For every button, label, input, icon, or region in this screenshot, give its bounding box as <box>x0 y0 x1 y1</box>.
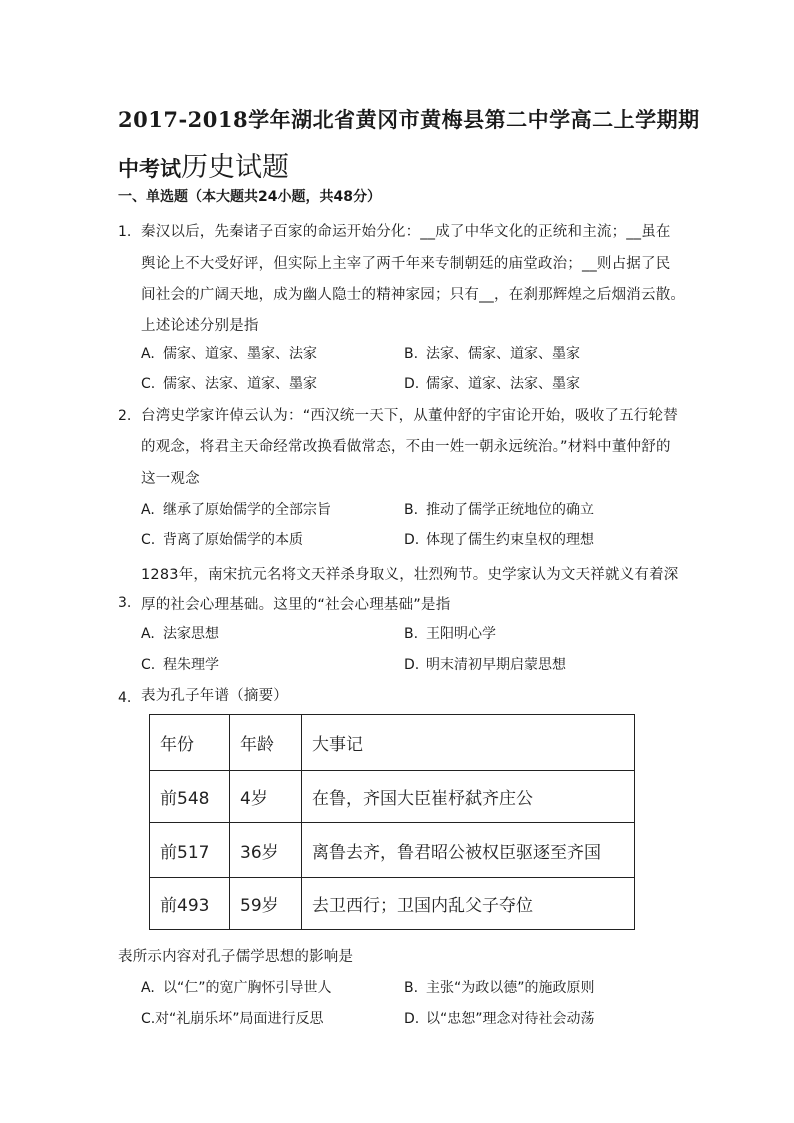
question-number: 3. <box>118 595 132 611</box>
table-cell: 前548 <box>150 771 230 822</box>
option-text: 法家思想 <box>163 626 219 642</box>
option-letter: B. <box>404 980 419 996</box>
question-number: 4. <box>118 690 132 706</box>
option-letter: A. <box>141 980 155 996</box>
option-text: 推动了儒学正统地位的确立 <box>426 502 594 518</box>
question-number: 1. <box>118 224 132 240</box>
option-text: 背离了原始儒学的本质 <box>163 532 303 548</box>
option-b[interactable] <box>404 977 595 997</box>
option-letter: A. <box>141 626 155 642</box>
table-cell: 4岁 <box>230 771 302 822</box>
question-text-line: 厚的社会心理基础。这里的“社会心理基础”是指 <box>141 597 451 613</box>
option-letter: B. <box>404 502 419 518</box>
table-header-cell: 大事记 <box>312 735 363 755</box>
section-heading: 一、单选题（本大题共24小题，共48分） <box>118 189 381 205</box>
confucius-chronology-table <box>149 714 635 930</box>
option-text: 儒家、法家、道家、墨家 <box>163 376 317 392</box>
table-row <box>150 771 634 823</box>
option-b[interactable] <box>404 623 496 643</box>
question-text-line: 这一观念 <box>141 471 200 487</box>
option-a[interactable] <box>141 499 331 519</box>
table-cell: 59岁 <box>230 878 302 929</box>
table-cell: 36岁 <box>230 823 302 877</box>
option-text: 以“忠恕”理念对待社会动荡 <box>426 1011 595 1027</box>
option-letter: B. <box>404 346 419 362</box>
option-d[interactable] <box>404 529 594 549</box>
question-text-line: 的观念，将君主天命经常改换看做常态，不由一姓一朝永远统治。”材料中董仲舒的 <box>141 439 671 455</box>
option-a[interactable] <box>141 343 317 363</box>
table-cell: 前517 <box>150 823 230 877</box>
option-letter: D. <box>404 1011 420 1027</box>
table-row <box>150 823 634 878</box>
option-text: 继承了原始儒学的全部宗旨 <box>163 502 331 518</box>
option-b[interactable] <box>404 343 580 363</box>
option-letter: C. <box>141 532 156 548</box>
option-text: 对“礼崩乐坏”局面进行反思 <box>155 1011 324 1027</box>
question-text-line: 秦汉以后，先秦诸子百家的命运开始分化：__成了中华文化的正统和主流；__虽在 <box>141 224 671 240</box>
question-number: 2. <box>118 408 132 424</box>
option-letter: C. <box>141 1011 156 1027</box>
option-letter: B. <box>404 626 419 642</box>
option-text: 明末清初早期启蒙思想 <box>426 657 566 673</box>
option-text: 王阳明心学 <box>426 626 496 642</box>
option-letter: A. <box>141 502 155 518</box>
option-d[interactable] <box>404 654 566 674</box>
option-letter: D. <box>404 532 420 548</box>
question-text-line: 台湾史学家许倬云认为：“西汉统一天下，从董仲舒的宇宙论开始，吸收了五行轮替 <box>141 408 678 424</box>
option-text: 法家、儒家、道家、墨家 <box>426 346 580 362</box>
option-text: 以“仁”的宽广胸怀引导世人 <box>163 980 332 996</box>
option-c[interactable] <box>141 373 317 393</box>
exam-title-line2-subject: 历史试题 <box>181 152 289 183</box>
exam-title-line2 <box>118 145 289 184</box>
option-c[interactable] <box>141 654 219 674</box>
option-text: 主张“为政以德”的施政原则 <box>426 980 595 996</box>
option-letter: D. <box>404 376 420 392</box>
option-text: 体现了儒生约束皇权的理想 <box>426 532 594 548</box>
option-letter: A. <box>141 346 155 362</box>
question-text-line: 表为孔子年谱（摘要） <box>141 688 288 704</box>
option-a[interactable] <box>141 977 332 997</box>
table-header-row <box>150 715 634 771</box>
option-letter: C. <box>141 376 156 392</box>
table-cell: 离鲁去齐，鲁君昭公被权臣驱逐至齐国 <box>312 842 601 863</box>
option-d[interactable] <box>404 1008 595 1028</box>
question-text-line: 间社会的广阔天地，成为幽人隐士的精神家园；只有__，在刹那辉煌之后烟消云散。 <box>141 287 686 303</box>
option-a[interactable] <box>141 623 219 643</box>
option-d[interactable] <box>404 373 580 393</box>
table-cell: 去卫西行；卫国内乱父子夺位 <box>312 896 533 916</box>
table-cell: 在鲁，齐国大臣崔杼弑齐庄公 <box>312 789 533 809</box>
question-text-line: 表所示内容对孔子儒学思想的影响是 <box>118 949 354 965</box>
exam-title-line2-prefix: 中考试 <box>118 156 181 181</box>
table-header-cell: 年份 <box>150 715 230 770</box>
question-text-line: 上述论述分别是指 <box>141 318 259 334</box>
option-text: 儒家、道家、法家、墨家 <box>426 376 580 392</box>
table-cell: 前493 <box>150 878 230 929</box>
exam-title-line1: 2017-2018学年湖北省黄冈市黄梅县第二中学高二上学期期 <box>118 107 700 132</box>
option-letter: C. <box>141 657 156 673</box>
option-c[interactable] <box>141 1008 324 1028</box>
option-text: 程朱理学 <box>163 657 219 673</box>
option-c[interactable] <box>141 529 303 549</box>
question-text-line: 1283年，南宋抗元名将文天祥杀身取义，壮烈殉节。史学家认为文天祥就义有着深 <box>141 567 679 583</box>
table-row <box>150 878 634 929</box>
option-b[interactable] <box>404 499 594 519</box>
option-letter: D. <box>404 657 420 673</box>
question-text-line: 舆论上不大受好评，但实际上主宰了两千年来专制朝廷的庙堂政治；__则占据了民 <box>141 256 671 272</box>
table-header-cell: 年龄 <box>230 715 302 770</box>
option-text: 儒家、道家、墨家、法家 <box>163 346 317 362</box>
